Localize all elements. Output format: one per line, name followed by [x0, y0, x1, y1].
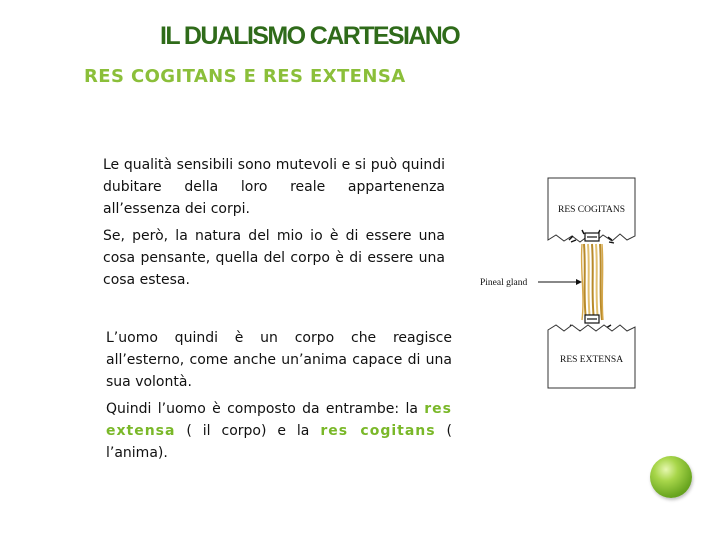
pineal-gland-diagram — [472, 170, 642, 400]
paragraph-nature: Se, però, la natura del mio io è di essere una cosa pensante, quella del corpo è di essere una cosa estesa. — [103, 228, 445, 288]
text-block-qualities — [103, 154, 445, 296]
highlight-res-cogitans: res cogitans — [320, 423, 436, 439]
paragraph-composition — [106, 398, 452, 464]
slide-title: IL DUALISMO CARTESIANO — [160, 22, 460, 50]
highlight-res-extensa: res extensa — [106, 401, 452, 439]
text-block-man — [106, 327, 452, 469]
paragraph-qualities: Le qualità sensibili sono mutevoli e si può quindi dubitare della loro reale appartenenza all’essenza dei corpi. — [103, 157, 445, 217]
slide-subtitle: RES COGITANS E RES EXTENSA — [84, 66, 406, 87]
composition-text-2: ( il corpo) e la — [175, 423, 321, 439]
composition-text-1: Quindi l’uomo è composto da entrambe: la — [106, 401, 425, 417]
gland-strands — [582, 244, 603, 320]
green-sphere-icon — [650, 456, 692, 498]
pineal-gland-arrowhead — [576, 279, 582, 285]
paragraph-body-soul: L’uomo quindi è un corpo che reagisce all’esterno, come anche un’anima capace di una sua volontà. — [106, 330, 452, 390]
res-extensa-label: RES EXTENSA — [560, 355, 624, 365]
res-cogitans-label: RES COGITANS — [558, 205, 626, 215]
pineal-gland-label: Pineal gland — [480, 278, 528, 288]
composition-text-3: ( l’anima). — [106, 423, 452, 461]
